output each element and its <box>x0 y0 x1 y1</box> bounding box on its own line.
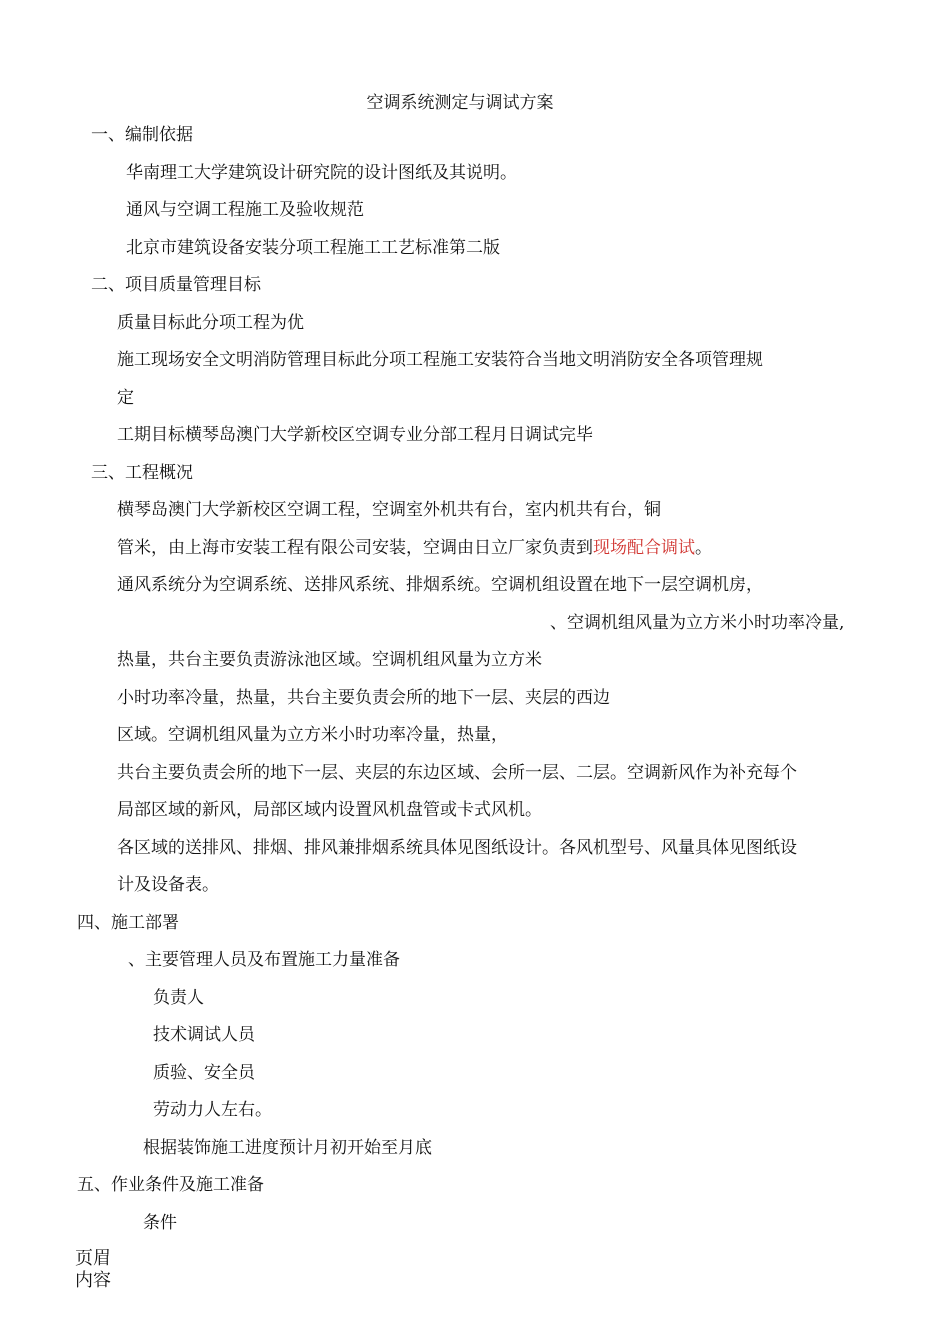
quality-goal: 质量目标此分项工程为优 <box>117 313 304 333</box>
overview-line <box>117 537 712 559</box>
safety-goal-line-1: 施工现场安全文明消防管理目标此分项工程施工安装符合当地文明消防安全各项管理规 <box>117 350 763 370</box>
fan-system-line: 计及设备表。 <box>117 875 219 895</box>
overview-text: 管米，由上海市安装工程有限公司安装，空调由日立厂家负责到 <box>117 538 593 558</box>
deployment-subheading: 、主要管理人员及布置施工力量准备 <box>128 950 400 970</box>
schedule-goal: 工期目标横琴岛澳门大学新校区空调专业分部工程月日调试完毕 <box>117 425 593 445</box>
conditions-subheading: 条件 <box>143 1213 177 1233</box>
system-line: 局部区域的新风，局部区域内设置风机盘管或卡式风机。 <box>117 800 542 820</box>
section-1-heading: 一、编制依据 <box>91 125 193 145</box>
system-line: 共台主要负责会所的地下一层、夹层的东边区域、会所一层、二层。空调新风作为补充每个 <box>117 763 797 783</box>
section-4-heading: 四、施工部署 <box>77 913 179 933</box>
fan-system-line: 各区域的送排风、排烟、排风兼排烟系统具体见图纸设计。各风机型号、风量具体见图纸设 <box>117 838 797 858</box>
basis-item: 通风与空调工程施工及验收规范 <box>126 200 364 220</box>
staff-item: 劳动力人左右。 <box>153 1100 272 1120</box>
basis-item: 北京市建筑设备安装分项工程施工工艺标准第二版 <box>126 238 500 258</box>
system-line: 热量，共台主要负责游泳池区域。空调机组风量为立方米 <box>117 650 542 670</box>
section-5-heading: 五、作业条件及施工准备 <box>77 1175 264 1195</box>
system-line: 、空调机组风量为立方米小时功率冷量, <box>550 613 845 633</box>
basis-item: 华南理工大学建筑设计研究院的设计图纸及其说明。 <box>126 163 517 183</box>
document-title: 空调系统测定与调试方案 <box>366 93 554 113</box>
highlighted-text: 现场配合调试 <box>593 538 695 558</box>
overview-line: 横琴岛澳门大学新校区空调工程，空调室外机共有台，室内机共有台，铜 <box>117 500 661 520</box>
staff-item: 质验、安全员 <box>153 1063 255 1083</box>
safety-goal-line-2: 定 <box>117 388 134 408</box>
overview-text: 。 <box>695 538 712 558</box>
section-3-heading: 三、工程概况 <box>91 463 193 483</box>
staff-item: 技术调试人员 <box>153 1025 255 1045</box>
system-line: 通风系统分为空调系统、送排风系统、排烟系统。空调机组设置在地下一层空调机房， <box>117 575 763 595</box>
system-line: 小时功率冷量，热量，共台主要负责会所的地下一层、夹层的西边 <box>117 688 610 708</box>
timeline-text: 根据装饰施工进度预计月初开始至月底 <box>143 1138 432 1158</box>
footer-line-2: 内容 <box>75 1270 111 1291</box>
staff-item: 负责人 <box>153 988 204 1008</box>
section-2-heading: 二、项目质量管理目标 <box>91 275 261 295</box>
footer-line-1: 页眉 <box>75 1248 111 1269</box>
system-line: 区域。空调机组风量为立方米小时功率冷量，热量， <box>117 725 508 745</box>
